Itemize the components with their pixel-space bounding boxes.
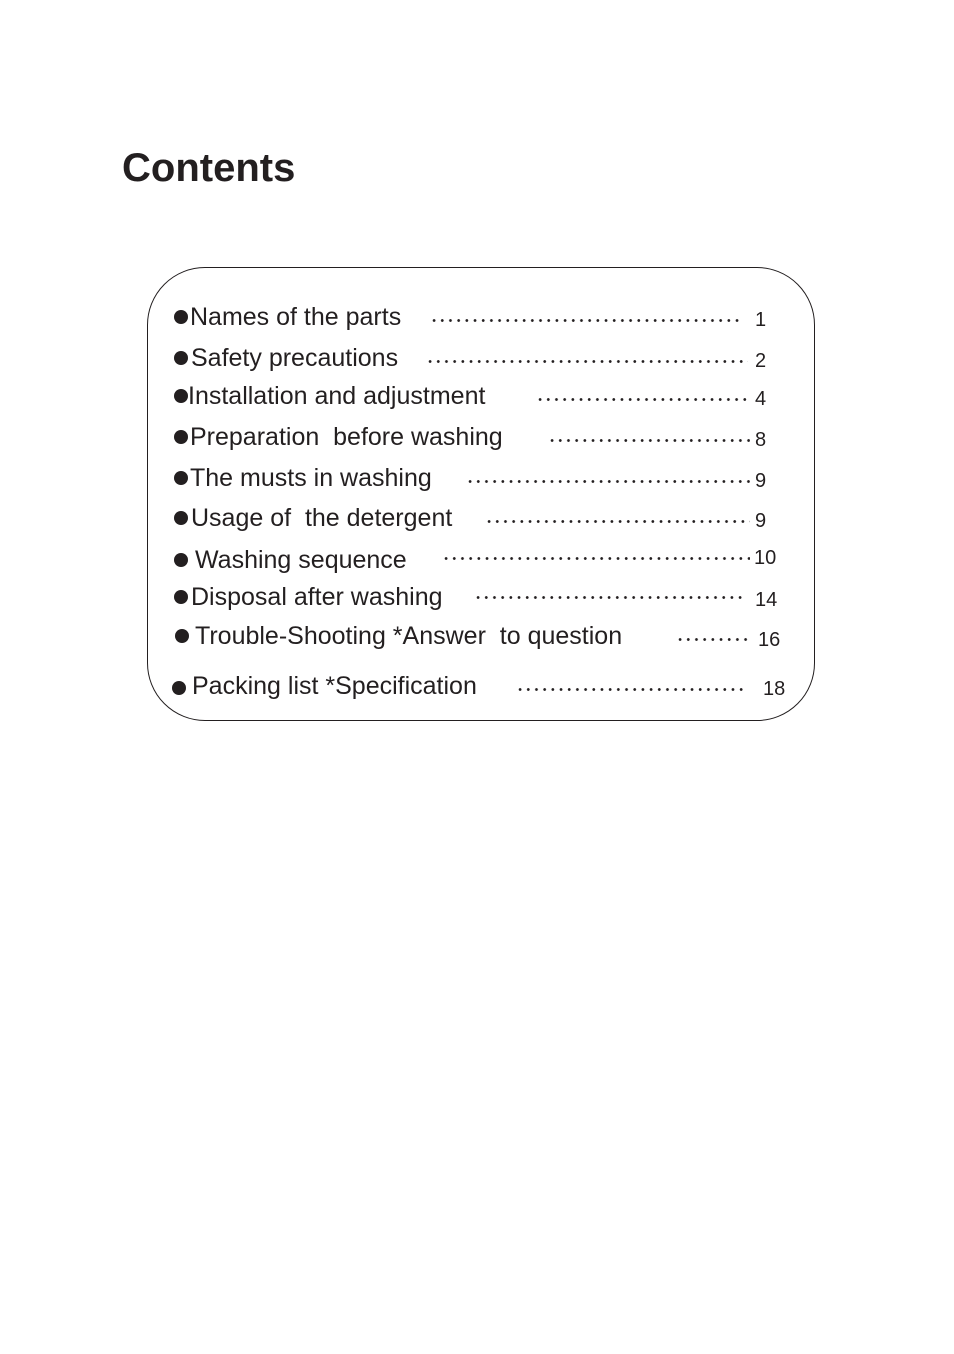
toc-page-number: 4 xyxy=(755,388,767,410)
bullet-icon xyxy=(174,430,188,444)
bullet-icon xyxy=(175,629,189,643)
toc-entry-packing-list[interactable] xyxy=(172,671,792,701)
toc-page-number: 14 xyxy=(755,589,778,611)
toc-entry-label: Installation and adjustment xyxy=(188,382,486,410)
leader-dots xyxy=(676,638,750,641)
toc-entry-trouble-shooting[interactable] xyxy=(172,621,792,651)
page-title: Contents xyxy=(122,146,296,190)
toc-entry-label: Trouble-Shooting *Answer to question xyxy=(195,622,623,650)
bullet-icon xyxy=(174,471,188,485)
toc-entry-label: Names of the parts xyxy=(190,303,402,331)
toc-entry-label: The musts in washing xyxy=(190,464,432,492)
bullet-icon xyxy=(174,590,188,604)
leader-dots xyxy=(548,439,750,442)
toc-page-number: 10 xyxy=(754,547,777,569)
toc-entry-disposal[interactable] xyxy=(172,582,792,612)
leader-dots xyxy=(426,360,748,363)
leader-dots xyxy=(536,398,750,401)
leader-dots xyxy=(474,596,744,599)
toc-entry-label: Disposal after washing xyxy=(191,583,443,611)
leader-dots xyxy=(466,480,750,483)
bullet-icon xyxy=(174,310,188,324)
toc-page-number: 8 xyxy=(755,429,767,451)
toc-entry-label: Packing list *Specification xyxy=(192,672,477,700)
toc-entry-safety-precautions[interactable] xyxy=(172,343,792,373)
toc-entry-washing-sequence[interactable] xyxy=(172,545,792,575)
bullet-icon xyxy=(174,511,188,525)
toc-entry-musts-in-washing[interactable] xyxy=(172,463,792,493)
toc-entry-installation[interactable] xyxy=(172,381,792,411)
toc-page-number: 16 xyxy=(758,629,781,651)
toc-page-number: 1 xyxy=(755,309,767,331)
toc-entry-label: Washing sequence xyxy=(195,546,407,574)
toc-page-number: 9 xyxy=(755,470,767,492)
toc-entry-label: Usage of the detergent xyxy=(191,504,453,532)
leader-dots xyxy=(442,557,750,560)
toc-entry-label: Safety precautions xyxy=(191,344,399,372)
toc-page-number: 2 xyxy=(755,350,767,372)
table-of-contents-box xyxy=(147,267,815,721)
toc-entry-preparation[interactable] xyxy=(172,422,792,452)
leader-dots xyxy=(516,688,746,691)
bullet-icon xyxy=(174,389,188,403)
bullet-icon xyxy=(174,553,188,567)
toc-entry-usage-of-detergent[interactable] xyxy=(172,503,792,533)
bullet-icon xyxy=(174,351,188,365)
bullet-icon xyxy=(172,681,186,695)
toc-entry-names-of-parts[interactable] xyxy=(172,302,792,332)
leader-dots xyxy=(430,319,742,322)
toc-entry-label: Preparation before washing xyxy=(190,423,503,451)
leader-dots xyxy=(485,520,750,523)
toc-page-number: 18 xyxy=(763,678,786,700)
toc-page-number: 9 xyxy=(755,510,767,532)
